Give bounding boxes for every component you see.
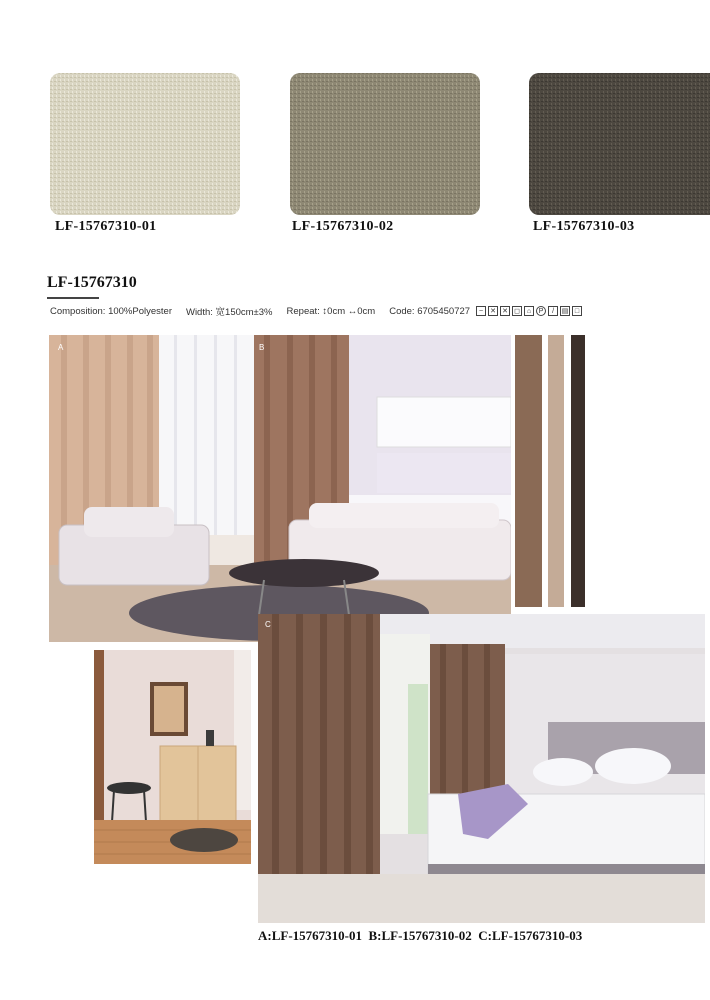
line-dry-icon: □: [572, 306, 582, 316]
photo-a-label: A: [58, 343, 64, 352]
swatch-01[interactable]: [50, 73, 240, 215]
repeat-text: Repeat: ↕0cm ↔0cm: [286, 305, 376, 317]
code-text: Code: 6705450727: [389, 305, 471, 317]
iron-icon: ⌂: [524, 306, 534, 316]
no-tumble-icon: ✕: [500, 306, 510, 316]
swatch-02-code: LF-15767310-02: [292, 219, 394, 234]
product-title: LF-15767310: [47, 274, 137, 291]
room-photo-living: [49, 335, 511, 642]
color-strip-01: [515, 335, 542, 607]
dry-icon: ◻: [512, 306, 522, 316]
swatch-03-code: LF-15767310-03: [533, 219, 635, 234]
no-bleach-icon: ✕: [488, 306, 498, 316]
composition-text: Composition: 100%Polyester: [50, 305, 172, 317]
room-photo-corner: [94, 650, 251, 864]
product-specs: [50, 304, 582, 318]
swatch-01-code: LF-15767310-01: [55, 219, 157, 234]
color-strip-02: [548, 335, 564, 607]
photo-caption: A:LF-15767310-01 B:LF-15767310-02 C:LF-15767310-03: [258, 928, 583, 943]
room-photo-bedroom: [258, 614, 705, 923]
dry-clean-icon: P: [536, 306, 546, 316]
width-text: Width: 宽150cm±3%: [185, 307, 273, 318]
wash-icon: ~: [476, 306, 486, 316]
color-strip-03: [571, 335, 585, 607]
flat-dry-icon: ▤: [561, 308, 569, 315]
swatch-03[interactable]: [529, 73, 710, 215]
care-icons: [476, 306, 582, 316]
swatch-02[interactable]: [290, 73, 480, 215]
shade-dry-icon: /: [548, 306, 558, 316]
photo-c-label: C: [265, 620, 271, 629]
title-underline: [47, 297, 99, 299]
photo-b-label: B: [259, 343, 265, 352]
